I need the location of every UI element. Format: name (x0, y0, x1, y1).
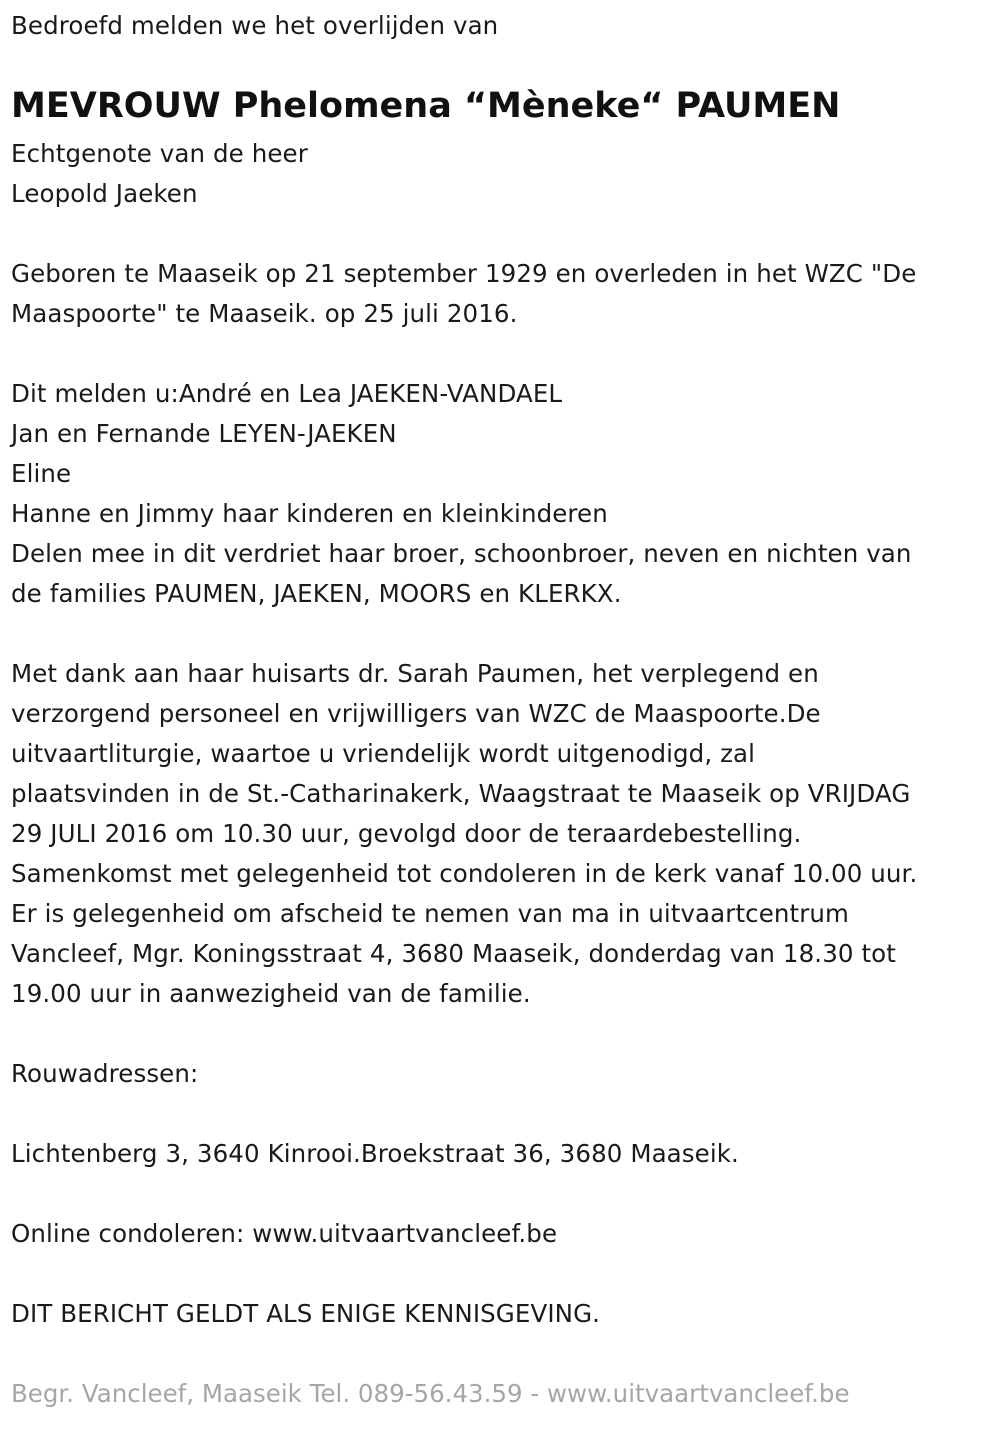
spouse-line: Echtgenote van de heer (11, 139, 308, 168)
addresses-text: Lichtenberg 3, 3640 Kinrooi.Broekstraat 36, 3680 Maaseik. (11, 1139, 739, 1168)
thanks-line: plaatsvinden in de St.-Catharinakerk, Waagstraat te Maaseik op VRIJDAG (11, 779, 911, 808)
family-block (11, 374, 991, 614)
family-line: Hanne en Jimmy haar kinderen en kleinkinderen (11, 499, 608, 528)
thanks-block (11, 654, 991, 1014)
addresses-heading-block (11, 1054, 991, 1094)
thanks-line: 19.00 uur in aanwezigheid van de familie. (11, 979, 531, 1008)
family-line: Dit melden u:André en Lea JAEKEN-VANDAEL (11, 379, 563, 408)
notice-text: DIT BERICHT GELDT ALS ENIGE KENNISGEVING. (11, 1299, 601, 1328)
intro-text: Bedroefd melden we het overlijden van (11, 11, 499, 40)
thanks-line: 29 JULI 2016 om 10.30 uur, gevolgd door de teraardebestelling. (11, 819, 802, 848)
deceased-name: MEVROUW Phelomena “Mèneke“ PAUMEN (11, 86, 841, 126)
thanks-line: Er is gelegenheid om afscheid te nemen van ma in uitvaartcentrum (11, 899, 849, 928)
thanks-line: Vancleef, Mgr. Koningsstraat 4, 3680 Maaseik, donderdag van 18.30 tot (11, 939, 896, 968)
family-line: de families PAUMEN, JAEKEN, MOORS en KLERKX. (11, 579, 622, 608)
spouse-block (11, 134, 991, 214)
thanks-line: Met dank aan haar huisarts dr. Sarah Paumen, het verplegend en (11, 659, 819, 688)
online-block (11, 1214, 991, 1254)
notice-block (11, 1294, 991, 1334)
birth-line: Geboren te Maaseik op 21 september 1929 en overleden in het WZC "De (11, 259, 917, 288)
family-line: Eline (11, 459, 72, 488)
online-condolence-text: Online condoleren: www.uitvaartvancleef.be (11, 1219, 558, 1248)
birth-block (11, 254, 991, 334)
spouse-line: Leopold Jaeken (11, 179, 198, 208)
footer-text: Begr. Vancleef, Maaseik Tel. 089-56.43.59 - www.uitvaartvancleef.be (11, 1379, 850, 1408)
addresses-block (11, 1134, 991, 1174)
family-line: Delen mee in dit verdriet haar broer, schoonbroer, neven en nichten van (11, 539, 912, 568)
family-line: Jan en Fernande LEYEN-JAEKEN (11, 419, 397, 448)
thanks-line: uitvaartliturgie, waartoe u vriendelijk wordt uitgenodigd, zal (11, 739, 756, 768)
addresses-heading: Rouwadressen: (11, 1059, 199, 1088)
thanks-line: verzorgend personeel en vrijwilligers van WZC de Maaspoorte.De (11, 699, 821, 728)
thanks-line: Samenkomst met gelegenheid tot condoleren in de kerk vanaf 10.00 uur. (11, 859, 918, 888)
birth-line: Maaspoorte" te Maaseik. op 25 juli 2016. (11, 299, 518, 328)
